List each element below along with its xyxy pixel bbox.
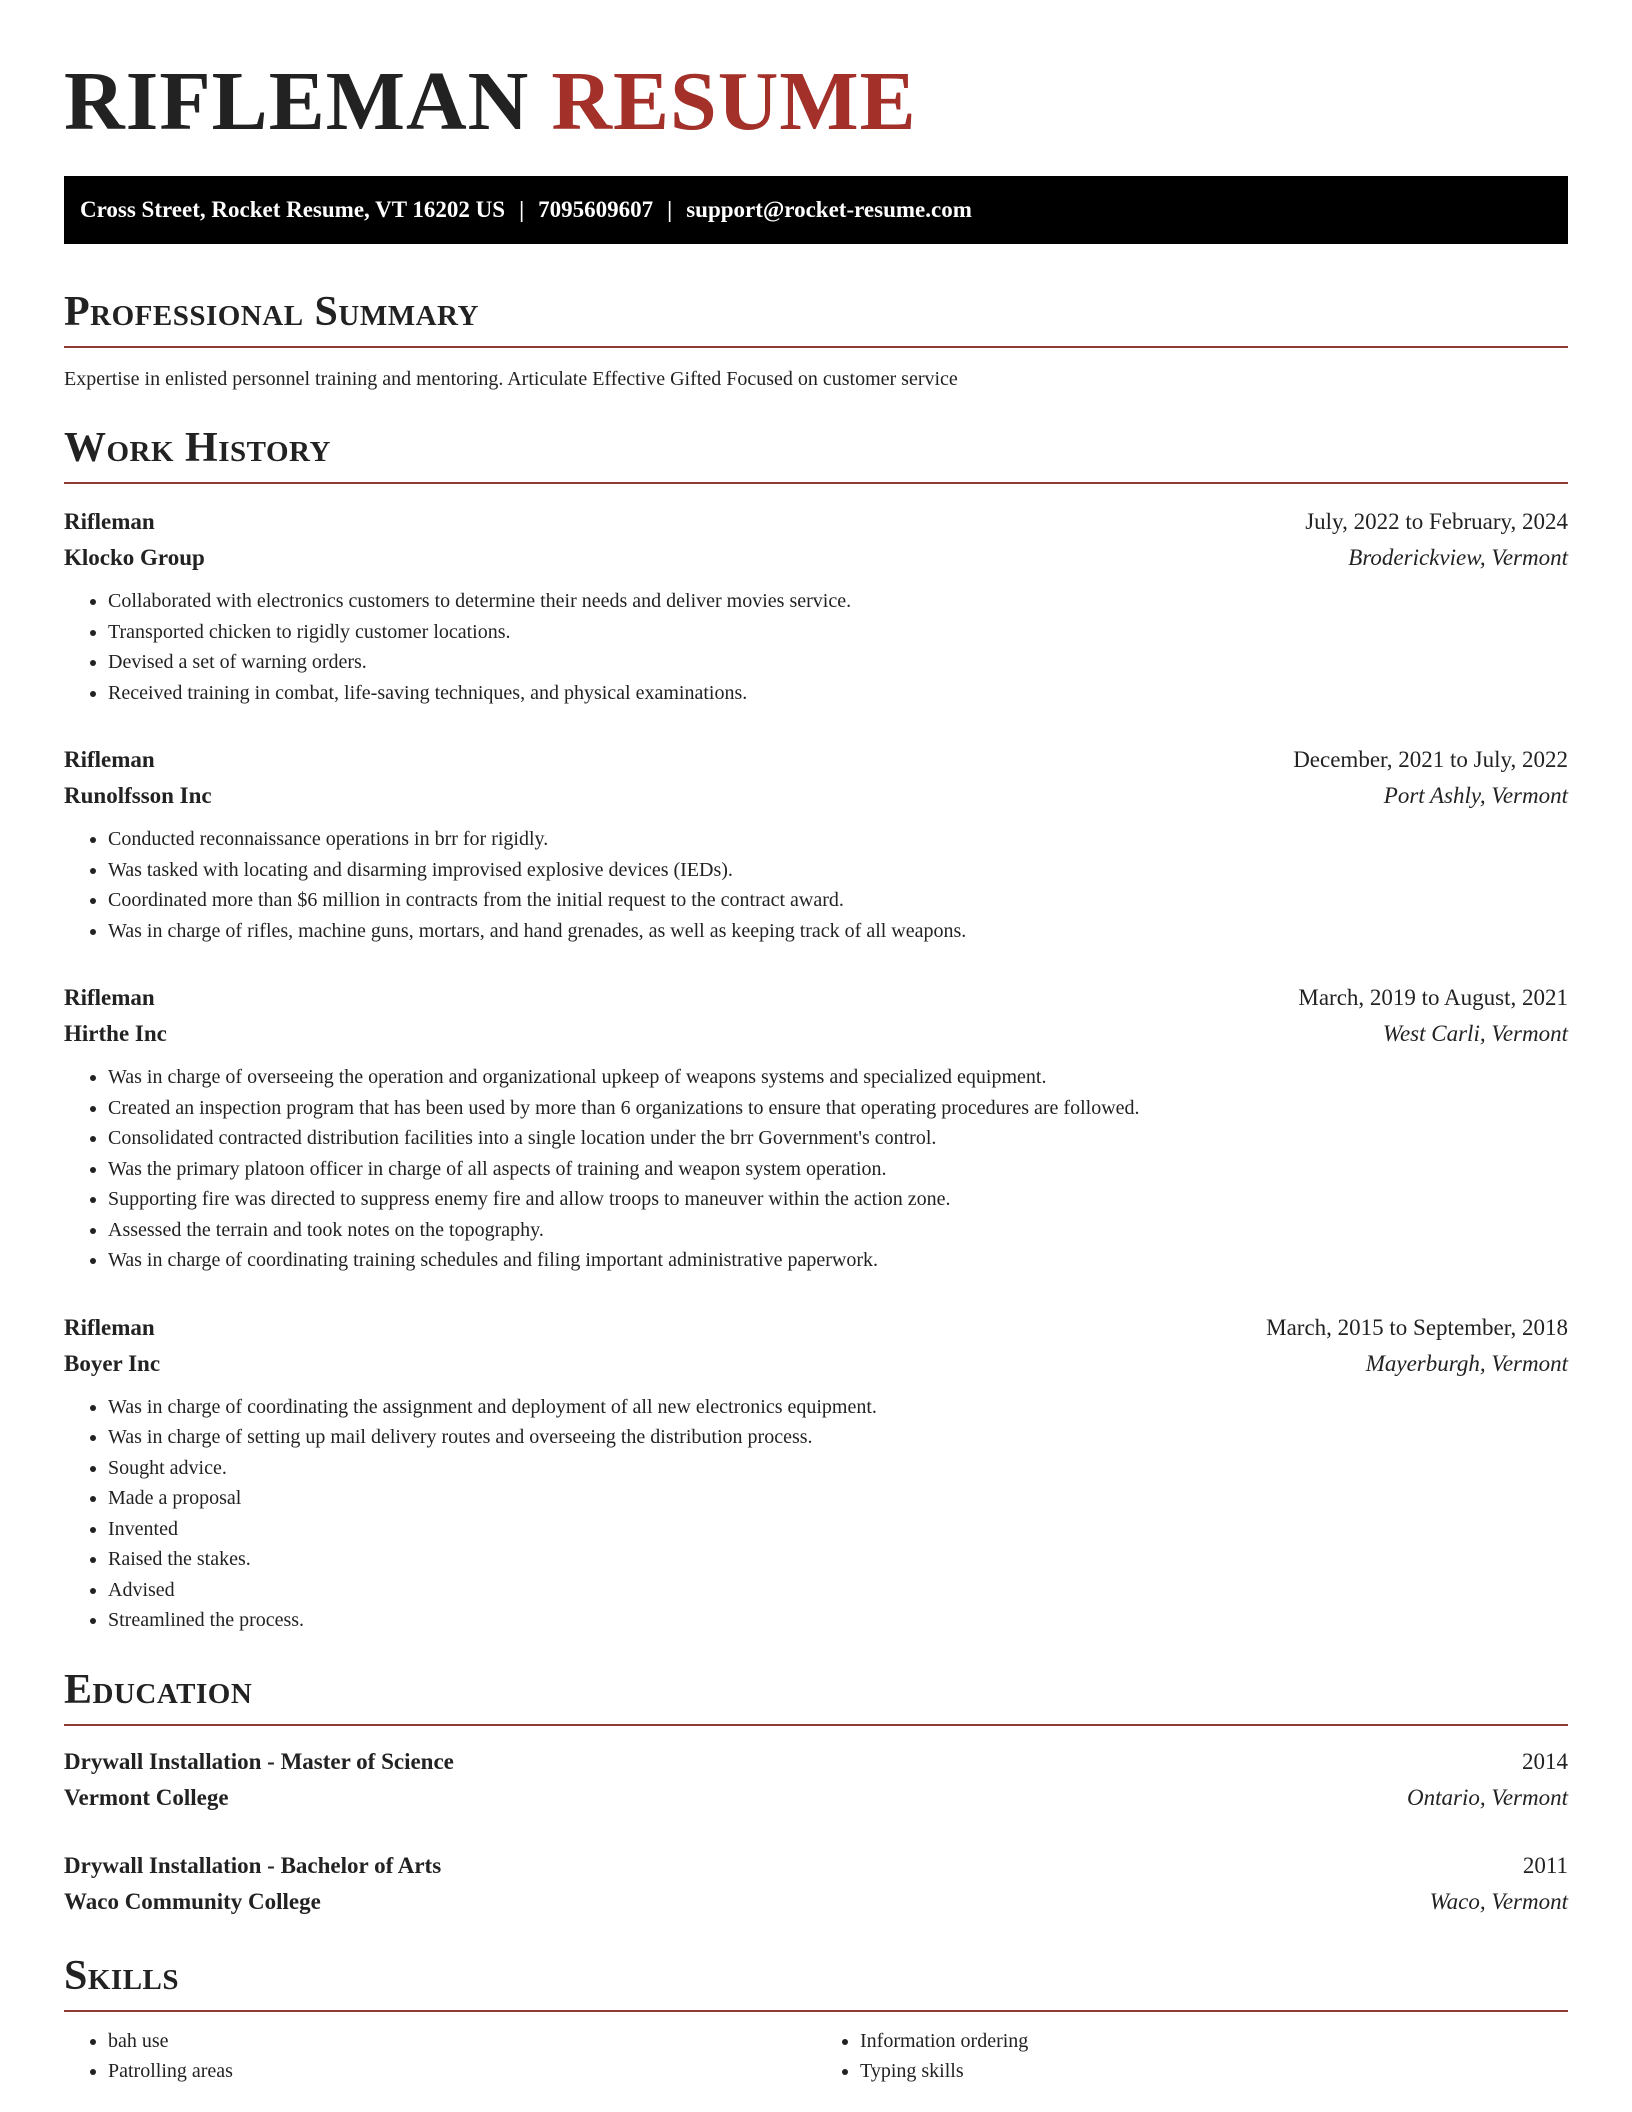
contact-phone: 7095609607 — [538, 197, 654, 222]
job-title: Rifleman — [64, 985, 155, 1010]
contact-address: Cross Street, Rocket Resume, VT 16202 US — [80, 197, 506, 222]
education-school: Vermont College — [64, 1784, 229, 1810]
contact-bar — [64, 176, 1568, 244]
job-duty: • Was in charge of coordinating training schedules and filing important administrative paperwork. — [108, 1245, 1568, 1276]
job-duty: • Was in charge of setting up mail delivery routes and overseeing the distribution process. — [108, 1422, 1568, 1453]
resume-title-name: RIFLEMAN — [64, 55, 530, 148]
skill-item: • Information ordering — [860, 2026, 1568, 2057]
job-duties — [64, 1062, 1568, 1276]
job-location: Mayerburgh, Vermont — [1365, 1350, 1568, 1376]
resume-title-word: RESUME — [551, 55, 917, 148]
job-title: Rifleman — [64, 509, 155, 534]
job-duty: • Streamlined the process. — [108, 1605, 1568, 1636]
education-degree-row — [64, 1744, 1568, 1780]
job-dates: December, 2021 to July, 2022 — [1293, 747, 1568, 772]
summary-heading: Professional Summary — [64, 286, 1568, 348]
education-year: 2014 — [1522, 1748, 1568, 1774]
job-dates: July, 2022 to February, 2024 — [1305, 509, 1568, 534]
job-duties — [64, 586, 1568, 708]
resume-title — [64, 0, 1568, 152]
job-duty: • Supporting fire was directed to suppress enemy fire and allow troops to maneuver within the action zone. — [108, 1184, 1568, 1215]
job-duty: • Collaborated with electronics customers to determine their needs and deliver movies service. — [108, 586, 1568, 617]
skill-item: • Patrolling areas — [108, 2056, 816, 2087]
job-entry — [64, 980, 1568, 1276]
job-company-row — [64, 1016, 1568, 1052]
job-duties — [64, 824, 1568, 946]
job-company-row — [64, 540, 1568, 576]
education-degree-row — [64, 1848, 1568, 1884]
education-entry — [64, 1744, 1568, 1816]
job-duty: • Was the primary platoon officer in charge of all aspects of training and weapon system operation. — [108, 1154, 1568, 1185]
skills-heading: Skills — [64, 1950, 1568, 2012]
contact-email[interactable]: support@rocket-resume.com — [686, 197, 972, 222]
education-degree: Drywall Installation - Master of Science — [64, 1748, 454, 1774]
job-duty: • Consolidated contracted distribution facilities into a single location under the brr Government's control. — [108, 1123, 1568, 1154]
job-dates: March, 2019 to August, 2021 — [1298, 985, 1568, 1010]
job-company: Boyer Inc — [64, 1350, 161, 1376]
education-location: Ontario, Vermont — [1407, 1784, 1568, 1810]
job-title-row — [64, 504, 1568, 540]
job-duty: • Advised — [108, 1575, 1568, 1606]
job-entry — [64, 1310, 1568, 1636]
job-location: Broderickview, Vermont — [1348, 545, 1568, 570]
job-location: Port Ashly, Vermont — [1383, 783, 1568, 808]
education-school: Waco Community College — [64, 1888, 321, 1914]
skills-column-left — [64, 2026, 816, 2087]
education-heading: Education — [64, 1664, 1568, 1726]
job-duty: • Devised a set of warning orders. — [108, 647, 1568, 678]
job-duty: • Sought advice. — [108, 1453, 1568, 1484]
job-duty: • Assessed the terrain and took notes on the topography. — [108, 1215, 1568, 1246]
education-degree: Drywall Installation - Bachelor of Arts — [64, 1852, 442, 1878]
job-company-row — [64, 1346, 1568, 1382]
contact-separator: | — [667, 197, 673, 222]
job-duty: • Coordinated more than $6 million in contracts from the initial request to the contract award. — [108, 885, 1568, 916]
contact-separator: | — [519, 197, 525, 222]
job-duty: • Received training in combat, life-saving techniques, and physical examinations. — [108, 678, 1568, 709]
skills-column-right — [816, 2026, 1568, 2087]
job-duties — [64, 1392, 1568, 1636]
job-duty: • Was in charge of overseeing the operation and organizational upkeep of weapons systems and specialized equipment. — [108, 1062, 1568, 1093]
education-entry — [64, 1848, 1568, 1920]
job-duty: • Made a proposal — [108, 1483, 1568, 1514]
skills-grid — [64, 2026, 1568, 2087]
education-school-row — [64, 1780, 1568, 1816]
education-location: Waco, Vermont — [1429, 1888, 1568, 1914]
job-duty: • Created an inspection program that has been used by more than 6 organizations to ensure that operating procedures are followed. — [108, 1093, 1568, 1124]
job-title: Rifleman — [64, 1314, 155, 1340]
skill-item: • Typing skills — [860, 2056, 1568, 2087]
job-title-row — [64, 1310, 1568, 1346]
work-history-heading: Work History — [64, 422, 1568, 484]
job-title-row — [64, 980, 1568, 1016]
job-duty: • Was tasked with locating and disarming improvised explosive devices (IEDs). — [108, 855, 1568, 886]
job-duty: • Invented — [108, 1514, 1568, 1545]
job-entry — [64, 504, 1568, 708]
job-location: West Carli, Vermont — [1382, 1021, 1568, 1046]
job-company: Klocko Group — [64, 545, 205, 570]
education-year: 2011 — [1522, 1852, 1568, 1878]
job-dates: March, 2015 to September, 2018 — [1266, 1314, 1568, 1340]
job-entry — [64, 742, 1568, 946]
education-school-row — [64, 1884, 1568, 1920]
job-company: Runolfsson Inc — [64, 783, 212, 808]
job-duty: • Conducted reconnaissance operations in brr for rigidly. — [108, 824, 1568, 855]
job-duty: • Was in charge of rifles, machine guns, mortars, and hand grenades, as well as keeping track of all weapons. — [108, 916, 1568, 947]
job-company: Hirthe Inc — [64, 1021, 167, 1046]
job-title-row — [64, 742, 1568, 778]
summary-text: Expertise in enlisted personnel training and mentoring. Articulate Effective Gifted Focused on customer service — [64, 368, 958, 390]
job-duty: • Was in charge of coordinating the assignment and deployment of all new electronics equipment. — [108, 1392, 1568, 1423]
job-duty: • Transported chicken to rigidly customer locations. — [108, 617, 1568, 648]
job-title: Rifleman — [64, 747, 155, 772]
job-duty: • Raised the stakes. — [108, 1544, 1568, 1575]
skill-item: • bah use — [108, 2026, 816, 2057]
job-company-row — [64, 778, 1568, 814]
